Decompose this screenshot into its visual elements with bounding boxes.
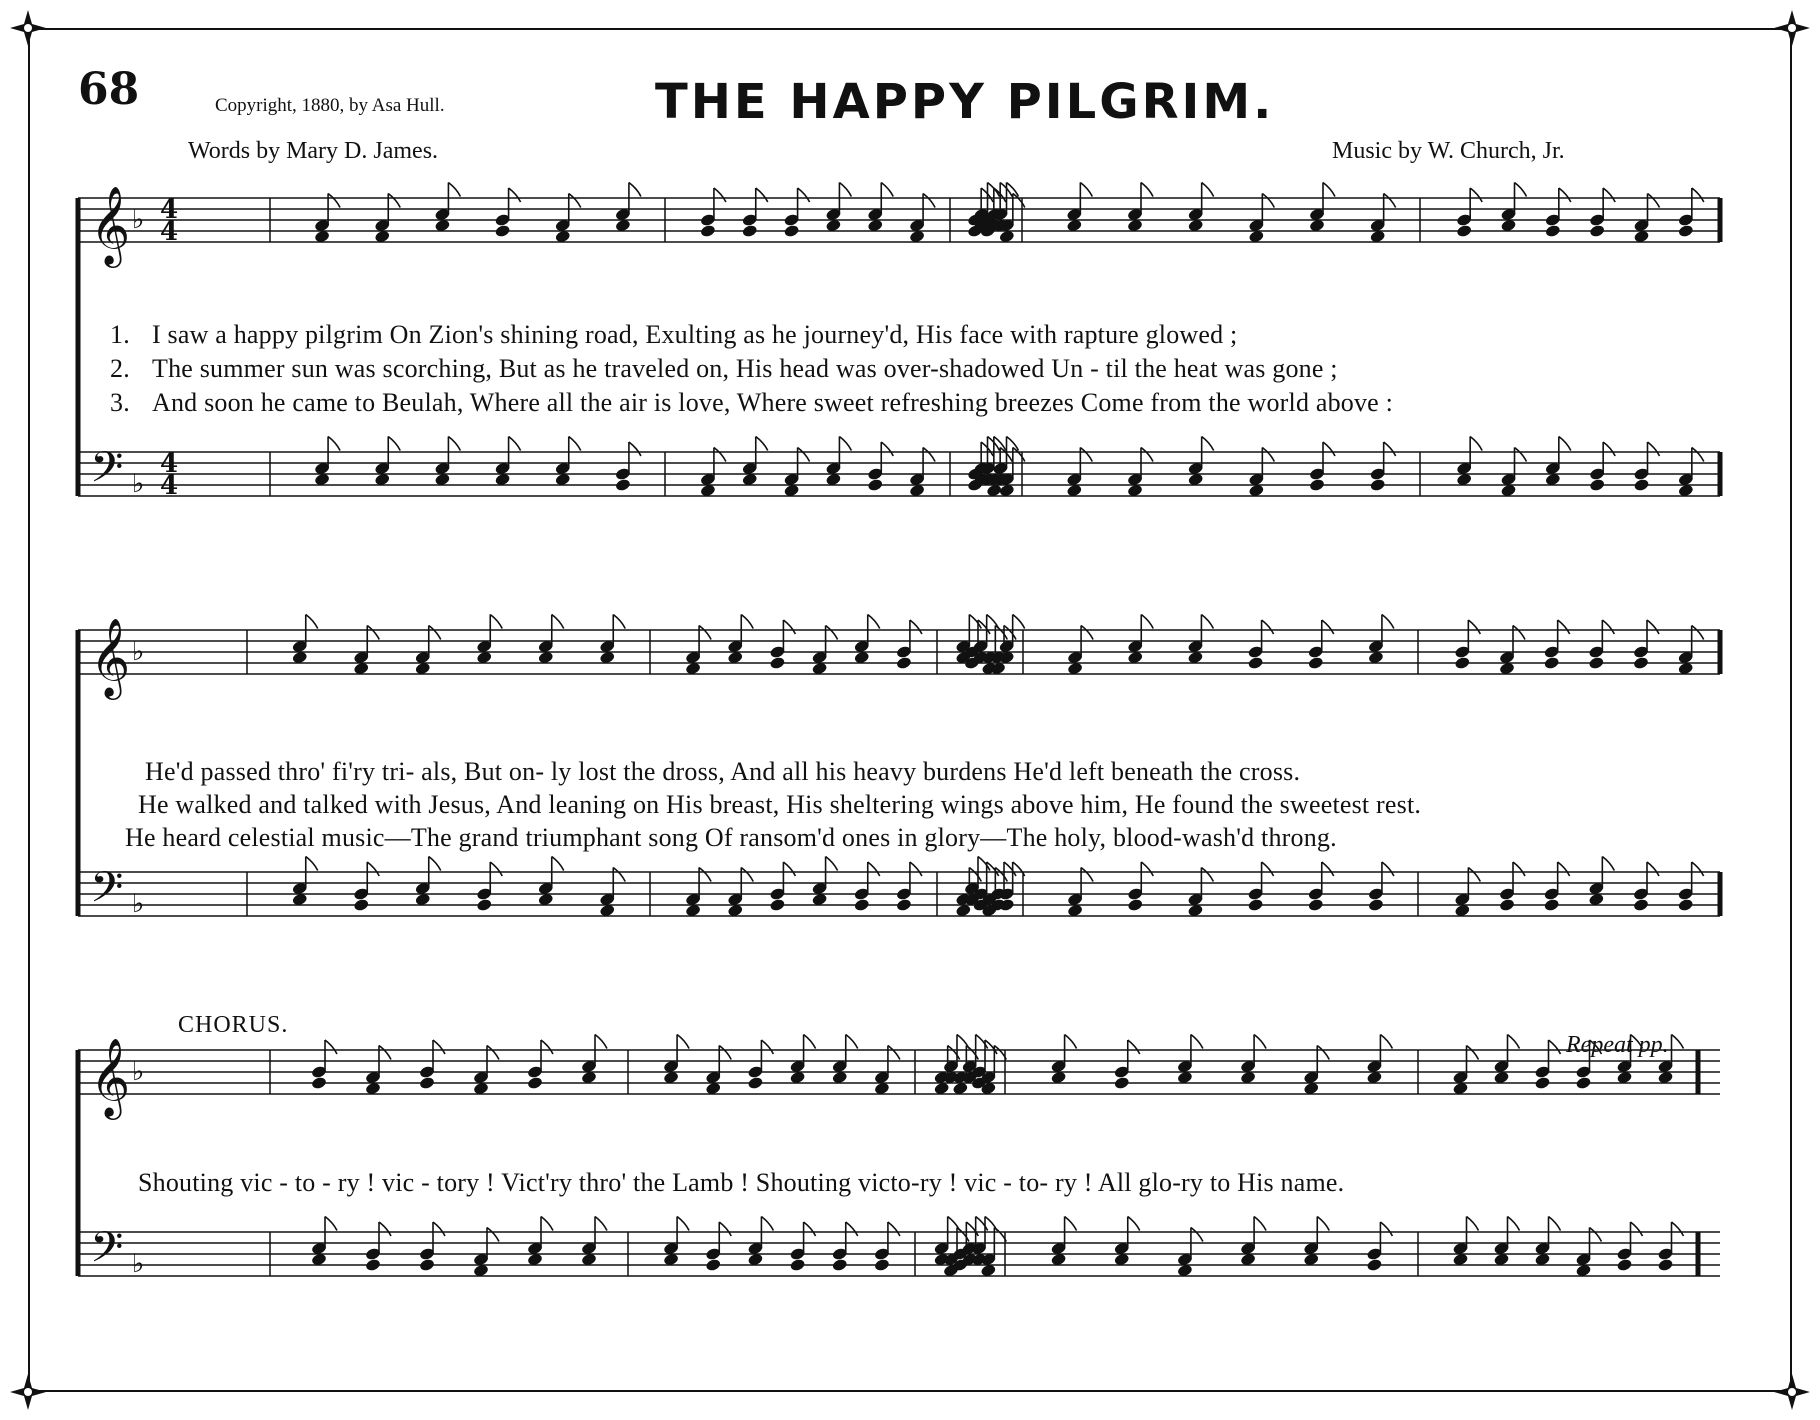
- note-flag: [677, 1217, 689, 1231]
- note-flag: [629, 183, 641, 197]
- note-flag: [1254, 1035, 1266, 1049]
- note-head: [769, 898, 786, 912]
- flat-icon: ♭: [132, 637, 145, 667]
- note-head: [747, 1076, 764, 1090]
- note-flag: [1559, 188, 1571, 202]
- hymn-title: THE HAPPY PILGRIM.: [655, 74, 1275, 130]
- note-flag: [699, 868, 711, 882]
- note-flag: [429, 626, 441, 640]
- note-flag: [1603, 188, 1615, 202]
- note-head: [896, 656, 913, 670]
- note-flag: [1065, 1217, 1077, 1231]
- note-flag: [1468, 620, 1480, 634]
- note-flag: [487, 1046, 499, 1060]
- note-flag: [1602, 857, 1614, 871]
- chorus-lyrics: Shouting vic - to - ry ! vic - tory ! Vict'ry thro' the Lamb ! Shouting victo-ry ! vic - to- ry ! All glo-ry to His name.: [138, 1168, 1345, 1197]
- note-flag: [714, 448, 726, 462]
- flat-icon: ♭: [132, 889, 145, 919]
- note-flag: [328, 194, 340, 208]
- verse-number: 1.: [110, 320, 130, 349]
- note-flag: [1380, 1222, 1392, 1236]
- time-signature-digit: 4: [160, 195, 179, 225]
- treble-clef-icon: 𝄞: [90, 618, 131, 697]
- note-flag: [1141, 862, 1153, 876]
- note-flag: [1647, 620, 1659, 634]
- note-flag: [719, 1046, 731, 1060]
- note-flag: [1201, 868, 1213, 882]
- note-flag: [1380, 1035, 1392, 1049]
- note-flag: [719, 1222, 731, 1236]
- flat-icon: ♭: [132, 1249, 145, 1279]
- note-flag: [429, 857, 441, 871]
- note-flag: [1323, 442, 1335, 456]
- flat-icon: ♭: [132, 1057, 145, 1087]
- verse-text: The summer sun was scorching, But as he traveled on, His head was over-shadowed Un - til the heat was gone ;: [152, 354, 1338, 383]
- note-flag: [966, 1222, 978, 1236]
- note-flag: [325, 1217, 337, 1231]
- time-signature-digit: 4: [160, 449, 179, 479]
- note-head: [365, 1258, 382, 1272]
- note-flag: [1202, 183, 1214, 197]
- verse-number: 2.: [110, 354, 130, 383]
- note-flag: [1692, 626, 1704, 640]
- note-flag: [325, 1040, 337, 1054]
- note-head: [1369, 478, 1386, 492]
- flat-icon: ♭: [132, 205, 145, 235]
- note-flag: [1262, 862, 1274, 876]
- note-flag: [1515, 183, 1527, 197]
- note-head: [494, 224, 511, 238]
- note-flag: [1549, 1040, 1561, 1054]
- note-flag: [783, 862, 795, 876]
- note-flag: [490, 862, 502, 876]
- note-head: [741, 224, 758, 238]
- note-flag: [1317, 1046, 1329, 1060]
- note-head: [1307, 898, 1324, 912]
- note-head: [1456, 224, 1473, 238]
- note-head: [419, 1076, 436, 1090]
- note-head: [615, 478, 632, 492]
- note-flag: [1470, 437, 1482, 451]
- note-head: [705, 1258, 722, 1272]
- note-flag: [1262, 194, 1274, 208]
- verse-3-line-2: He heard celestial music—The grand triumphant song Of ransom'd ones in glory—The holy, blood-wash'd throng.: [125, 823, 1337, 852]
- note-head: [700, 224, 717, 238]
- note-flag: [1508, 1217, 1520, 1231]
- note-head: [1633, 478, 1650, 492]
- note-head: [896, 898, 913, 912]
- note-flag: [846, 1222, 858, 1236]
- note-flag: [741, 615, 753, 629]
- note-flag: [1128, 1040, 1140, 1054]
- note-flag: [839, 183, 851, 197]
- note-flag: [629, 442, 641, 456]
- note-flag: [1648, 442, 1660, 456]
- note-flag: [1141, 183, 1153, 197]
- note-head: [476, 898, 493, 912]
- note-flag: [1262, 620, 1274, 634]
- note-head: [867, 478, 884, 492]
- note-flag: [1322, 620, 1334, 634]
- note-head: [1657, 1258, 1674, 1272]
- note-head: [1247, 656, 1264, 670]
- note-head: [419, 1258, 436, 1272]
- note-flag: [677, 1035, 689, 1049]
- note-flag: [1201, 615, 1213, 629]
- note-flag: [804, 1222, 816, 1236]
- note-flag: [1382, 615, 1394, 629]
- note-flag: [569, 194, 581, 208]
- note-flag: [1128, 1217, 1140, 1231]
- time-signature-digit: 4: [160, 217, 179, 247]
- note-flag: [761, 1040, 773, 1054]
- note-head: [1633, 898, 1650, 912]
- note-flag: [910, 620, 922, 634]
- bass-clef-icon: 𝄢: [90, 443, 124, 503]
- note-flag: [1191, 1228, 1203, 1242]
- note-flag: [509, 437, 521, 451]
- note-flag: [1141, 615, 1153, 629]
- note-flag: [306, 615, 318, 629]
- note-flag: [552, 615, 564, 629]
- note-flag: [1603, 442, 1615, 456]
- note-flag: [379, 1046, 391, 1060]
- note-head: [353, 898, 370, 912]
- flat-icon: ♭: [132, 469, 145, 499]
- note-head: [1247, 898, 1264, 912]
- note-flag: [448, 183, 460, 197]
- note-flag: [595, 1217, 607, 1231]
- note-head: [1127, 898, 1144, 912]
- note-head: [1454, 656, 1471, 670]
- note-head: [1589, 224, 1606, 238]
- note-flag: [367, 862, 379, 876]
- note-flag: [1559, 437, 1571, 451]
- note-flag: [1322, 862, 1334, 876]
- note-flag: [756, 188, 768, 202]
- note-flag: [1191, 1035, 1203, 1049]
- note-flag: [1081, 626, 1093, 640]
- note-flag: [1317, 1217, 1329, 1231]
- note-flag: [798, 188, 810, 202]
- note-flag: [1384, 194, 1396, 208]
- note-head: [1575, 1076, 1592, 1090]
- verse-1-line-2: He'd passed thro' fi'ry tri- als, But on- ly lost the dross, And all his heavy burdens He'd left beneath the cross.: [145, 757, 1301, 786]
- note-flag: [487, 1228, 499, 1242]
- note-head: [789, 1258, 806, 1272]
- note-flag: [448, 437, 460, 451]
- note-flag: [1672, 1035, 1684, 1049]
- note-flag: [379, 1222, 391, 1236]
- note-flag: [1508, 1035, 1520, 1049]
- note-head: [853, 898, 870, 912]
- note-flag: [552, 857, 564, 871]
- note-flag: [1080, 183, 1092, 197]
- copyright-notice: Copyright, 1880, by Asa Hull.: [215, 95, 445, 116]
- note-flag: [1549, 1217, 1561, 1231]
- note-flag: [1602, 620, 1614, 634]
- note-flag: [966, 1046, 978, 1060]
- note-head: [1545, 224, 1562, 238]
- note-flag: [433, 1222, 445, 1236]
- note-flag: [509, 188, 521, 202]
- verse-text: I saw a happy pilgrim On Zion's shining road, Exulting as he journey'd, His face with rapture glowed ;: [152, 320, 1238, 349]
- note-flag: [888, 1222, 900, 1236]
- note-flag: [1467, 1217, 1479, 1231]
- note-head: [831, 1258, 848, 1272]
- note-flag: [388, 437, 400, 451]
- verse-text: And soon he came to Beulah, Where all the air is love, Where sweet refreshing breezes Come from the world above :: [152, 388, 1394, 417]
- note-flag: [969, 868, 981, 882]
- note-head: [874, 1258, 891, 1272]
- note-flag: [1467, 1046, 1479, 1060]
- chorus-label: CHORUS.: [178, 1012, 289, 1038]
- note-head: [783, 224, 800, 238]
- note-flag: [804, 1035, 816, 1049]
- note-flag: [714, 188, 726, 202]
- note-flag: [839, 437, 851, 451]
- note-head: [1368, 898, 1385, 912]
- note-flag: [569, 437, 581, 451]
- note-head: [1589, 478, 1606, 492]
- note-flag: [888, 1046, 900, 1060]
- note-flag: [761, 1217, 773, 1231]
- note-flag: [756, 437, 768, 451]
- note-head: [1534, 1076, 1551, 1090]
- note-flag: [1202, 437, 1214, 451]
- note-head: [1307, 656, 1324, 670]
- note-flag: [1692, 188, 1704, 202]
- note-flag: [798, 448, 810, 462]
- page-number: 68: [78, 64, 140, 115]
- treble-clef-icon: 𝄞: [90, 186, 131, 265]
- note-flag: [783, 620, 795, 634]
- note-flag: [1515, 448, 1527, 462]
- bass-clef-icon: 𝄢: [90, 1223, 124, 1283]
- note-flag: [613, 868, 625, 882]
- note-flag: [699, 626, 711, 640]
- note-flag: [1141, 448, 1153, 462]
- note-flag: [1323, 183, 1335, 197]
- note-flag: [1080, 448, 1092, 462]
- note-flag: [595, 1035, 607, 1049]
- note-flag: [923, 448, 935, 462]
- note-flag: [1254, 1217, 1266, 1231]
- note-flag: [948, 1046, 960, 1060]
- note-flag: [868, 615, 880, 629]
- note-flag: [1513, 626, 1525, 640]
- note-flag: [613, 615, 625, 629]
- note-flag: [306, 857, 318, 871]
- note-flag: [1013, 615, 1025, 629]
- note-flag: [1672, 1222, 1684, 1236]
- note-flag: [1065, 1035, 1077, 1049]
- note-flag: [1382, 862, 1394, 876]
- note-head: [1543, 898, 1560, 912]
- note-head: [1309, 478, 1326, 492]
- note-head: [1499, 898, 1516, 912]
- verse-2-line-2: He walked and talked with Jesus, And leaning on His breast, His sheltering wings above him, He found the sweetest rest.: [138, 790, 1422, 819]
- note-flag: [328, 437, 340, 451]
- bass-clef-icon: 𝄢: [90, 863, 124, 923]
- verse-2-line-1: [110, 354, 1338, 384]
- treble-clef-icon: 𝄞: [90, 1038, 131, 1117]
- note-head: [527, 1076, 544, 1090]
- note-flag: [541, 1040, 553, 1054]
- time-signature-digit: 4: [160, 471, 179, 501]
- note-flag: [923, 194, 935, 208]
- note-flag: [976, 1217, 988, 1231]
- note-flag: [1648, 194, 1660, 208]
- note-flag: [910, 862, 922, 876]
- note-flag: [826, 626, 838, 640]
- note-flag: [388, 194, 400, 208]
- note-flag: [1470, 188, 1482, 202]
- music-credit: Music by W. Church, Jr.: [1332, 138, 1565, 164]
- note-flag: [1558, 862, 1570, 876]
- note-flag: [433, 1040, 445, 1054]
- note-flag: [846, 1035, 858, 1049]
- note-head: [1616, 1258, 1633, 1272]
- repeat-instruction: Repeat pp.: [1566, 1032, 1669, 1058]
- verse-1-line-1: [110, 320, 1237, 350]
- note-flag: [957, 1228, 969, 1242]
- note-flag: [1468, 868, 1480, 882]
- note-flag: [1692, 448, 1704, 462]
- note-head: [1678, 224, 1695, 238]
- note-flag: [1647, 862, 1659, 876]
- verse-3-line-1: [110, 388, 1393, 418]
- note-head: [1543, 656, 1560, 670]
- note-flag: [1081, 868, 1093, 882]
- note-flag: [367, 626, 379, 640]
- note-flag: [881, 183, 893, 197]
- note-head: [1113, 1076, 1130, 1090]
- verse-number: 3.: [110, 388, 130, 417]
- note-flag: [741, 868, 753, 882]
- note-flag: [868, 862, 880, 876]
- note-flag: [881, 442, 893, 456]
- note-flag: [1558, 620, 1570, 634]
- note-head: [769, 656, 786, 670]
- note-flag: [1631, 1222, 1643, 1236]
- note-flag: [1262, 448, 1274, 462]
- note-head: [1588, 656, 1605, 670]
- note-head: [1677, 898, 1694, 912]
- note-flag: [1513, 862, 1525, 876]
- words-credit: Words by Mary D. James.: [188, 138, 439, 164]
- note-head: [311, 1076, 328, 1090]
- note-flag: [490, 615, 502, 629]
- note-head: [1633, 656, 1650, 670]
- note-head: [1366, 1258, 1383, 1272]
- note-flag: [1590, 1228, 1602, 1242]
- note-flag: [1384, 442, 1396, 456]
- note-flag: [541, 1217, 553, 1231]
- note-flag: [1692, 862, 1704, 876]
- note-flag: [826, 857, 838, 871]
